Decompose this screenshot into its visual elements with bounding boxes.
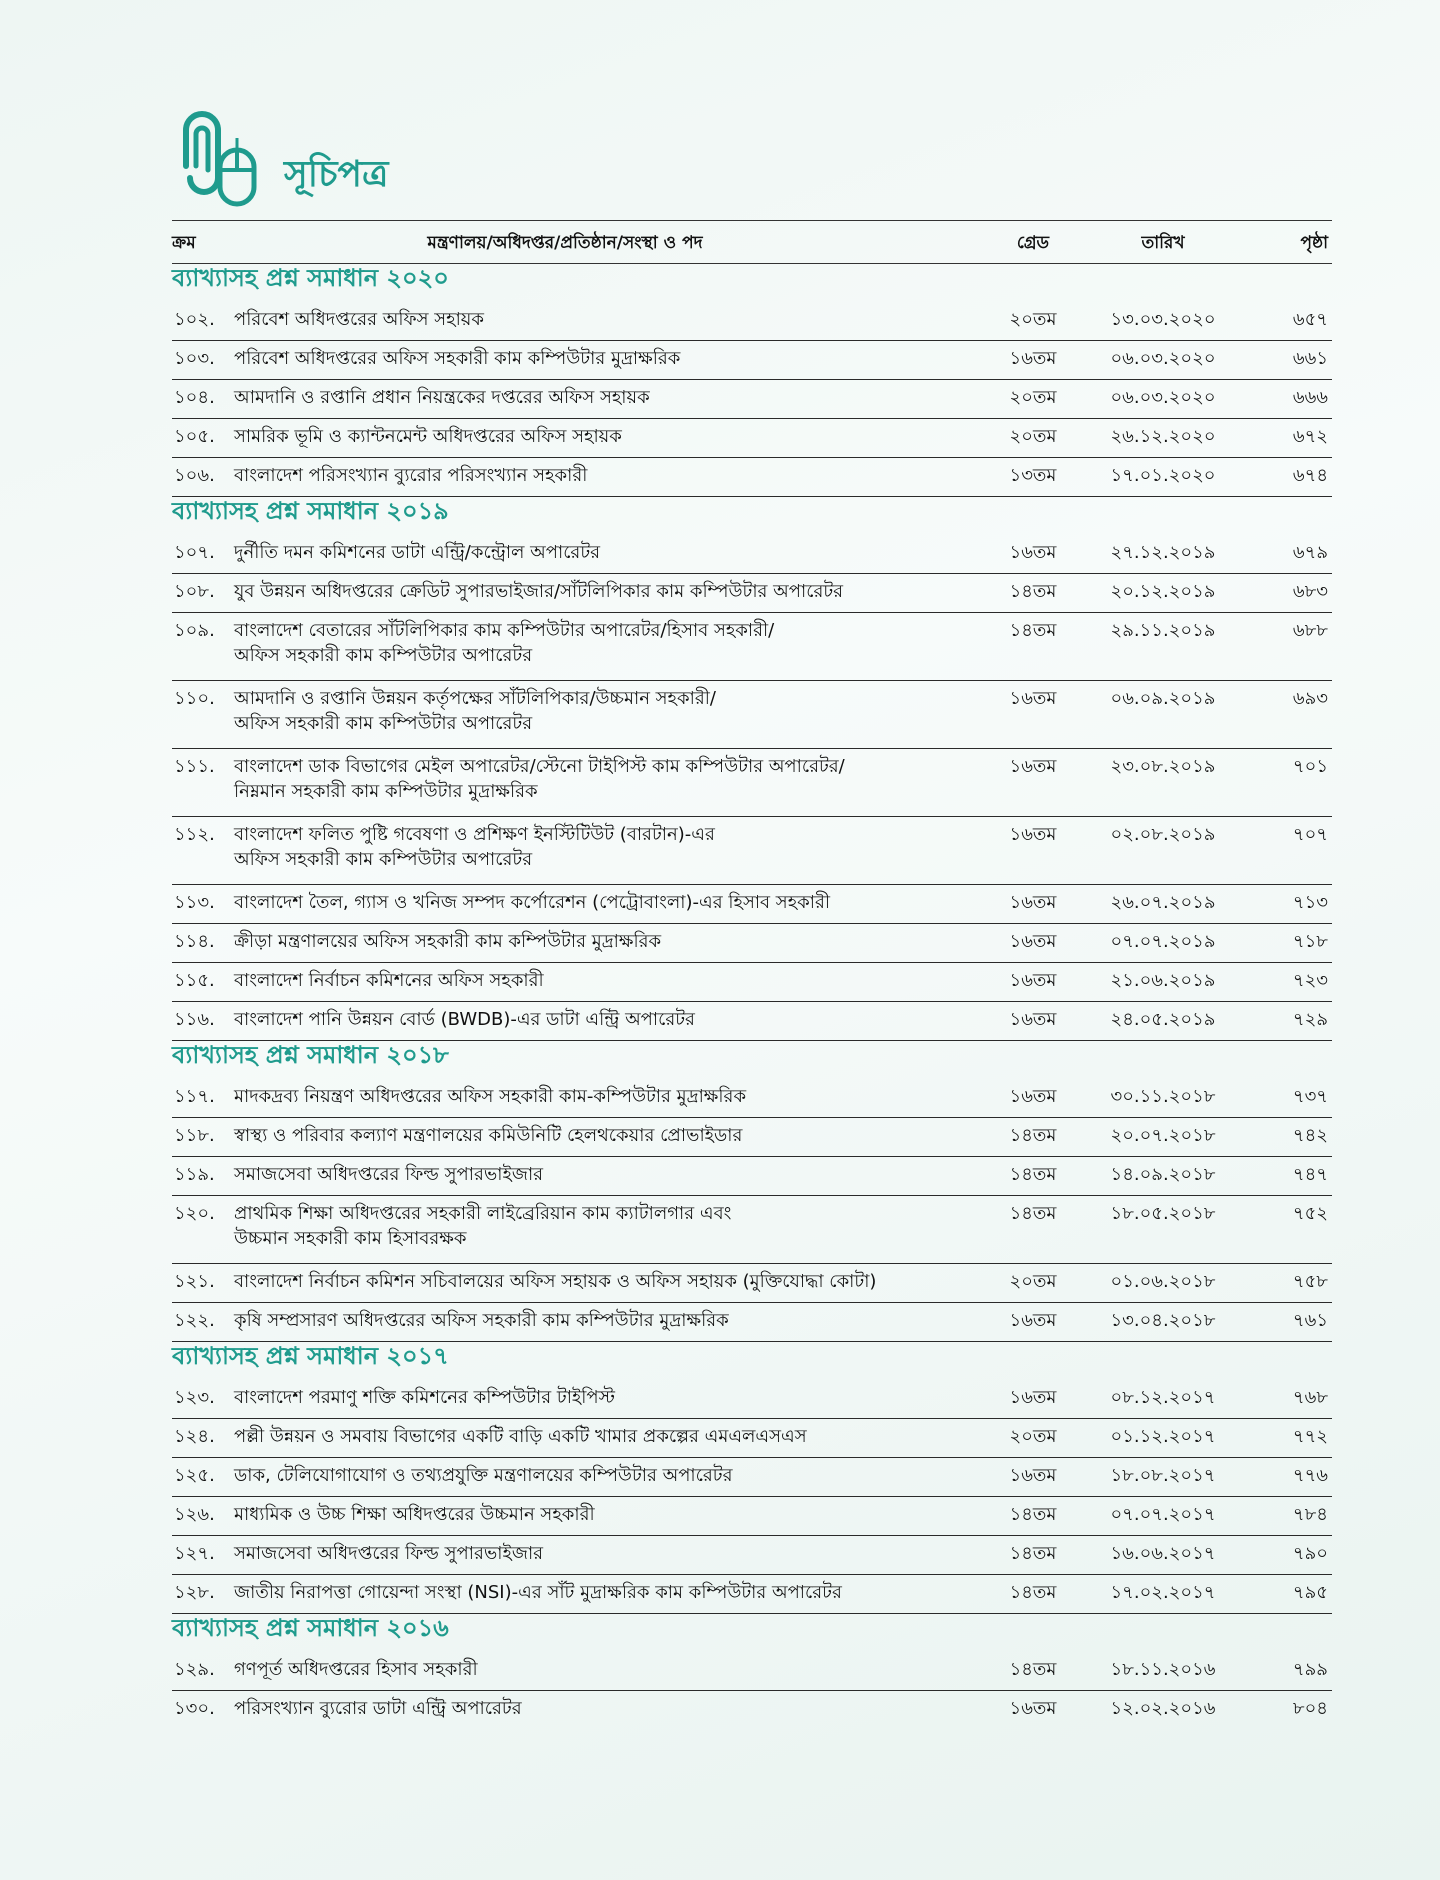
entry-page: ৭২৩ bbox=[1292, 970, 1328, 991]
entry-grade: ১৬তম bbox=[1009, 1465, 1057, 1486]
entry-grade: ১৪তম bbox=[1009, 1659, 1057, 1680]
entry-cell bbox=[172, 1308, 992, 1339]
entry-name bbox=[234, 1385, 992, 1416]
entry-date: ১৬.০৬.২০১৭ bbox=[1110, 1543, 1216, 1564]
entry-name-line: পল্লী উন্নয়ন ও সমবায় বিভাগের একটি বাড়ি একটি খামার প্রকল্পের এমএলএসএস bbox=[234, 1426, 807, 1447]
table-row bbox=[172, 1691, 1332, 1730]
entry-cell bbox=[172, 385, 992, 416]
entry-serial: ১২২. bbox=[174, 1310, 215, 1331]
entry-grade: ১৪তম bbox=[1009, 1125, 1057, 1146]
entry-cell bbox=[172, 686, 992, 746]
entry-date: ২৩.০৮.২০১৯ bbox=[1110, 756, 1216, 777]
entry-cell bbox=[172, 346, 992, 377]
entry-page: ৭২৯ bbox=[1292, 1009, 1328, 1030]
entry-date: ০৬.০৯.২০১৯ bbox=[1110, 688, 1216, 709]
entry-serial: ১০৩. bbox=[174, 348, 215, 369]
entry-cell bbox=[172, 1696, 992, 1728]
entry-page: ৭৭২ bbox=[1292, 1426, 1328, 1447]
entry-page: ৭৮৪ bbox=[1292, 1504, 1328, 1525]
entry-date: ১৪.০৯.২০১৮ bbox=[1110, 1164, 1216, 1185]
entry-grade: ১৪তম bbox=[1009, 1164, 1057, 1185]
entry-grade: ২০তম bbox=[1009, 1426, 1057, 1447]
table-row bbox=[172, 1458, 1332, 1497]
table-row bbox=[172, 885, 1332, 924]
entry-cell bbox=[172, 1084, 992, 1115]
entry-name-line: বাংলাদেশ পরমাণু শক্তি কমিশনের কম্পিউটার টাইপিস্ট bbox=[234, 1387, 615, 1408]
entry-name-line: পরিবেশ অধিদপ্তরের অফিস সহায়ক bbox=[234, 309, 484, 330]
entry-page: ৭৬১ bbox=[1292, 1310, 1328, 1331]
entry-grade: ১৪তম bbox=[1009, 1582, 1057, 1603]
entry-serial: ১২৭. bbox=[174, 1543, 215, 1564]
table-body bbox=[172, 264, 1332, 1730]
entry-date: ২৪.০৫.২০১৯ bbox=[1110, 1009, 1216, 1030]
entry-serial: ১২৪. bbox=[174, 1426, 215, 1447]
table-row bbox=[172, 1575, 1332, 1614]
entry-serial: ১১৫. bbox=[174, 970, 215, 991]
paperclip-mouse-icon bbox=[172, 108, 276, 216]
entry-name bbox=[234, 1463, 992, 1494]
entry-name-line: বাংলাদেশ নির্বাচন কমিশন সচিবালয়ের অফিস সহায়ক ও অফিস সহায়ক (মুক্তিযোদ্ধা কোটা) bbox=[234, 1271, 877, 1292]
entry-date: ২০.০৭.২০১৮ bbox=[1110, 1125, 1216, 1146]
table-row bbox=[172, 1079, 1332, 1118]
entry-grade: ১৩তম bbox=[1009, 465, 1057, 486]
entry-page: ৬৭৪ bbox=[1292, 465, 1328, 486]
entry-date: ২৯.১১.২০১৯ bbox=[1110, 620, 1216, 641]
entry-serial: ১১৭. bbox=[174, 1086, 215, 1107]
entry-cell bbox=[172, 1502, 992, 1533]
entry-date: ১৮.১১.২০১৬ bbox=[1110, 1659, 1216, 1680]
entry-cell bbox=[172, 822, 992, 882]
table-row bbox=[172, 924, 1332, 963]
entry-name bbox=[234, 1424, 992, 1455]
entry-cell bbox=[172, 579, 992, 610]
entry-page: ৬৮৩ bbox=[1292, 581, 1328, 602]
entry-grade: ১৬তম bbox=[1009, 970, 1057, 991]
entry-name bbox=[234, 686, 992, 746]
entry-cell bbox=[172, 307, 992, 338]
section-heading: ব্যাখ্যাসহ প্রশ্ন সমাধান ২০১৭ bbox=[172, 1341, 449, 1370]
entry-date: ১৮.০৫.২০১৮ bbox=[1110, 1203, 1216, 1224]
entry-page: ৭৯৯ bbox=[1292, 1659, 1328, 1680]
entry-grade: ১৬তম bbox=[1009, 688, 1057, 709]
entry-name-line: যুব উন্নয়ন অধিদপ্তরের ক্রেডিট সুপারভাইজার/সাঁটলিপিকার কাম কম্পিউটার অপারেটর bbox=[234, 581, 844, 602]
entry-serial: ১২৬. bbox=[174, 1504, 215, 1525]
entry-page: ৬৮৮ bbox=[1292, 620, 1328, 641]
entry-date: ০৭.০৭.২০১৭ bbox=[1110, 1504, 1216, 1525]
entry-grade: ১৪তম bbox=[1009, 1543, 1057, 1564]
table-row bbox=[172, 1303, 1332, 1342]
entry-name bbox=[234, 1657, 992, 1688]
table-row bbox=[172, 1157, 1332, 1196]
entry-serial: ১২৮. bbox=[174, 1582, 215, 1603]
entry-name-line: সমাজসেবা অধিদপ্তরের ফিল্ড সুপারভাইজার bbox=[234, 1164, 544, 1185]
entry-name-line: পরিবেশ অধিদপ্তরের অফিস সহকারী কাম কম্পিউটার মুদ্রাক্ষরিক bbox=[234, 348, 681, 369]
entry-date: ০২.০৮.২০১৯ bbox=[1110, 824, 1216, 845]
entry-name-line: বাংলাদেশ তৈল, গ্যাস ও খনিজ সম্পদ কর্পোরেশন (পেট্রোবাংলা)-এর হিসাব সহকারী bbox=[234, 892, 831, 913]
table-row bbox=[172, 574, 1332, 613]
entry-grade: ২০তম bbox=[1009, 1271, 1057, 1292]
entry-page: ৭১৮ bbox=[1292, 931, 1328, 952]
section-heading: ব্যাখ্যাসহ প্রশ্ন সমাধান ২০২০ bbox=[172, 263, 449, 292]
entry-page: ৮০৪ bbox=[1292, 1698, 1328, 1719]
entry-serial: ১১০. bbox=[174, 688, 215, 709]
entry-name bbox=[234, 618, 992, 678]
entry-name-line: আমদানি ও রপ্তানি প্রধান নিয়ন্ত্রকের দপ্তরের অফিস সহায়ক bbox=[234, 387, 650, 408]
entry-date: ০১.০৬.২০১৮ bbox=[1110, 1271, 1216, 1292]
entry-page: ৭০৭ bbox=[1292, 824, 1328, 845]
entry-name-line: জাতীয় নিরাপত্তা গোয়েন্দা সংস্থা (NSI)-এর সাঁট মুদ্রাক্ষরিক কাম কম্পিউটার অপারেটর bbox=[234, 1582, 842, 1603]
entry-name bbox=[234, 1084, 992, 1115]
entry-date: ২১.০৬.২০১৯ bbox=[1110, 970, 1216, 991]
entry-cell bbox=[172, 1580, 992, 1611]
entry-name bbox=[234, 1502, 992, 1533]
entry-name-line: অফিস সহকারী কাম কম্পিউটার অপারেটর bbox=[234, 713, 533, 734]
entry-serial: ১১১. bbox=[174, 756, 215, 777]
entry-grade: ১৬তম bbox=[1009, 1310, 1057, 1331]
entry-name bbox=[234, 929, 992, 960]
entry-name-line: বাংলাদেশ ডাক বিভাগের মেইল অপারেটর/স্টেনো টাইপিস্ট কাম কম্পিউটার অপারেটর/ bbox=[234, 756, 845, 777]
entry-grade: ১৬তম bbox=[1009, 542, 1057, 563]
entry-date: ১৩.০৪.২০১৮ bbox=[1110, 1310, 1216, 1331]
table-row bbox=[172, 749, 1332, 817]
table-row bbox=[172, 1497, 1332, 1536]
entry-cell bbox=[172, 929, 992, 960]
entry-page: ৭৯০ bbox=[1292, 1543, 1328, 1564]
entry-name bbox=[234, 307, 992, 338]
entry-date: ১২.০২.২০১৬ bbox=[1110, 1698, 1216, 1719]
entry-serial: ১১৩. bbox=[174, 892, 215, 913]
entry-name bbox=[234, 540, 992, 571]
table-row bbox=[172, 1196, 1332, 1264]
entry-date: ০৬.০৩.২০২০ bbox=[1110, 387, 1216, 408]
entry-serial: ১২৫. bbox=[174, 1465, 215, 1486]
entry-date: ২০.১২.২০১৯ bbox=[1110, 581, 1216, 602]
table-row bbox=[172, 1380, 1332, 1419]
entry-name-line: নিম্নমান সহকারী কাম কম্পিউটার মুদ্রাক্ষরিক bbox=[234, 781, 538, 802]
table-row bbox=[172, 535, 1332, 574]
entry-name-line: দুর্নীতি দমন কমিশনের ডাটা এন্ট্রি/কন্ট্রোল অপারেটর bbox=[234, 542, 601, 563]
entry-date: ২৬.০৭.২০১৯ bbox=[1110, 892, 1216, 913]
entry-name-line: সামরিক ভূমি ও ক্যান্টনমেন্ট অধিদপ্তরের অফিস সহায়ক bbox=[234, 426, 622, 447]
header-date: তারিখ bbox=[1141, 233, 1185, 253]
entry-grade: ১৪তম bbox=[1009, 581, 1057, 602]
entry-cell bbox=[172, 463, 992, 494]
entry-name-line: ডাক, টেলিযোগাযোগ ও তথ্যপ্রযুক্তি মন্ত্রণালয়ের কম্পিউটার অপারেটর bbox=[234, 1465, 733, 1486]
entry-grade: ১৬তম bbox=[1009, 1387, 1057, 1408]
entry-page: ৬৭৯ bbox=[1292, 542, 1328, 563]
entry-name bbox=[234, 424, 992, 455]
entry-cell bbox=[172, 1657, 992, 1688]
entry-serial: ১২১. bbox=[174, 1271, 215, 1292]
table-row bbox=[172, 1652, 1332, 1691]
table-row bbox=[172, 380, 1332, 419]
entry-page: ৬৫৭ bbox=[1292, 309, 1328, 330]
entry-cell bbox=[172, 1424, 992, 1455]
entry-name-line: ক্রীড়া মন্ত্রণালয়ের অফিস সহকারী কাম কম্পিউটার মুদ্রাক্ষরিক bbox=[234, 931, 662, 952]
toc-page bbox=[172, 108, 1332, 1730]
entry-name-line: বাংলাদেশ নির্বাচন কমিশনের অফিস সহকারী bbox=[234, 970, 544, 991]
table-row bbox=[172, 963, 1332, 1002]
entry-serial: ১০৮. bbox=[174, 581, 215, 602]
entry-cell bbox=[172, 1123, 992, 1154]
entry-serial: ১২০. bbox=[174, 1203, 215, 1224]
entry-grade: ১৬তম bbox=[1009, 892, 1057, 913]
entry-name-line: বাংলাদেশ পরিসংখ্যান ব্যুরোর পরিসংখ্যান সহকারী bbox=[234, 465, 588, 486]
entry-date: ০১.১২.২০১৭ bbox=[1110, 1426, 1216, 1447]
table-row bbox=[172, 1264, 1332, 1303]
entry-serial: ১০২. bbox=[174, 309, 215, 330]
entry-grade: ১৬তম bbox=[1009, 1009, 1057, 1030]
entry-name bbox=[234, 1580, 992, 1611]
entry-grade: ২০তম bbox=[1009, 387, 1057, 408]
entry-page: ৭৫২ bbox=[1292, 1203, 1328, 1224]
entry-cell bbox=[172, 540, 992, 571]
entry-name-line: আমদানি ও রপ্তানি উন্নয়ন কর্তৃপক্ষের সাঁটলিপিকার/উচ্চমান সহকারী/ bbox=[234, 688, 716, 709]
entry-name bbox=[234, 385, 992, 416]
entry-serial: ১০৭. bbox=[174, 542, 215, 563]
entry-page: ৬৬৬ bbox=[1292, 387, 1328, 408]
entry-date: ০৬.০৩.২০২০ bbox=[1110, 348, 1216, 369]
entry-grade: ১৬তম bbox=[1009, 1086, 1057, 1107]
entry-name bbox=[234, 890, 992, 921]
entry-name bbox=[234, 1007, 992, 1038]
entry-name-line: অফিস সহকারী কাম কম্পিউটার অপারেটর bbox=[234, 849, 533, 870]
entry-page: ৬৭২ bbox=[1292, 426, 1328, 447]
entry-name-line: মাধ্যমিক ও উচ্চ শিক্ষা অধিদপ্তরের উচ্চমান সহকারী bbox=[234, 1504, 595, 1525]
entry-date: ০৭.০৭.২০১৯ bbox=[1110, 931, 1216, 952]
table-row bbox=[172, 1118, 1332, 1157]
entry-name bbox=[234, 1696, 992, 1728]
table-row bbox=[172, 1536, 1332, 1575]
entry-grade: ২০তম bbox=[1009, 426, 1057, 447]
entry-name bbox=[234, 1308, 992, 1339]
entry-name-line: উচ্চমান সহকারী কাম হিসাবরক্ষক bbox=[234, 1228, 467, 1249]
entry-cell bbox=[172, 618, 992, 678]
entry-serial: ১১২. bbox=[174, 824, 215, 845]
entry-name-line: স্বাস্থ্য ও পরিবার কল্যাণ মন্ত্রণালয়ের কমিউনিটি হেলথকেয়ার প্রোভাইডার bbox=[234, 1125, 743, 1146]
entry-name bbox=[234, 579, 992, 610]
entry-name-line: কৃষি সম্প্রসারণ অধিদপ্তরের অফিস সহকারী কাম কম্পিউটার মুদ্রাক্ষরিক bbox=[234, 1310, 729, 1331]
entry-grade: ১৬তম bbox=[1009, 824, 1057, 845]
entry-date: ১৮.০৮.২০১৭ bbox=[1110, 1465, 1216, 1486]
entry-name bbox=[234, 1269, 992, 1300]
entry-date: ১৭.০২.২০১৭ bbox=[1110, 1582, 1216, 1603]
entry-grade: ১৬তম bbox=[1009, 348, 1057, 369]
entry-name-line: বাংলাদেশ ফলিত পুষ্টি গবেষণা ও প্রশিক্ষণ ইনস্টিটিউট (বারটান)-এর bbox=[234, 824, 715, 845]
entry-cell bbox=[172, 424, 992, 455]
entry-serial: ১২৩. bbox=[174, 1387, 215, 1408]
entry-serial: ১১৮. bbox=[174, 1125, 215, 1146]
entry-date: ২৭.১২.২০১৯ bbox=[1110, 542, 1216, 563]
entry-name bbox=[234, 1123, 992, 1154]
entry-name bbox=[234, 346, 992, 377]
entry-cell bbox=[172, 1201, 992, 1261]
page-title: সূচিপত্র bbox=[284, 153, 389, 195]
entry-serial: ১১৪. bbox=[174, 931, 215, 952]
entry-grade: ১৬তম bbox=[1009, 756, 1057, 777]
entry-date: ১৭.০১.২০২০ bbox=[1110, 465, 1216, 486]
entry-grade: ২০তম bbox=[1009, 309, 1057, 330]
entry-name-line: পরিসংখ্যান ব্যুরোর ডাটা এন্ট্রি অপারেটর bbox=[234, 1698, 522, 1719]
table-row bbox=[172, 419, 1332, 458]
entry-name bbox=[234, 1162, 992, 1193]
entry-serial: ১০৯. bbox=[174, 620, 215, 641]
entry-page: ৭৩৭ bbox=[1292, 1086, 1328, 1107]
entry-cell bbox=[172, 1541, 992, 1572]
entry-cell bbox=[172, 1007, 992, 1038]
table-row bbox=[172, 341, 1332, 380]
entry-grade: ১৪তম bbox=[1009, 1203, 1057, 1224]
entry-page: ৭১৩ bbox=[1292, 892, 1328, 913]
table-row bbox=[172, 1419, 1332, 1458]
entry-cell bbox=[172, 1385, 992, 1416]
header-serial: ক্রম bbox=[172, 233, 196, 253]
entry-name bbox=[234, 463, 992, 494]
entry-grade: ১৪তম bbox=[1009, 1504, 1057, 1525]
entry-serial: ১১৬. bbox=[174, 1009, 215, 1030]
entry-name-line: গণপূর্ত অধিদপ্তরের হিসাব সহকারী bbox=[234, 1659, 478, 1680]
header-title: মন্ত্রণালয়/অধিদপ্তর/প্রতিষ্ঠান/সংস্থা ও পদ bbox=[427, 233, 703, 253]
entry-name bbox=[234, 822, 992, 882]
table-row bbox=[172, 681, 1332, 749]
table-row bbox=[172, 817, 1332, 885]
entry-grade: ১৪তম bbox=[1009, 620, 1057, 641]
entry-page: ৭৫৮ bbox=[1292, 1271, 1328, 1292]
entry-page: ৭৪৭ bbox=[1292, 1164, 1328, 1185]
entry-page: ৬৬১ bbox=[1292, 348, 1328, 369]
entry-cell bbox=[172, 1162, 992, 1193]
table-row bbox=[172, 302, 1332, 341]
entry-name-line: মাদকদ্রব্য নিয়ন্ত্রণ অধিদপ্তরের অফিস সহকারী কাম-কম্পিউটার মুদ্রাক্ষরিক bbox=[234, 1086, 747, 1107]
entry-name-line: অফিস সহকারী কাম কম্পিউটার অপারেটর bbox=[234, 645, 533, 666]
entry-cell bbox=[172, 1269, 992, 1300]
entry-page: ৭৭৬ bbox=[1292, 1465, 1328, 1486]
entry-cell bbox=[172, 1463, 992, 1494]
entry-cell bbox=[172, 968, 992, 999]
entry-serial: ১০৪. bbox=[174, 387, 215, 408]
entry-name bbox=[234, 1201, 992, 1261]
entry-name-line: বাংলাদেশ বেতারের সাঁটলিপিকার কাম কম্পিউটার অপারেটর/হিসাব সহকারী/ bbox=[234, 620, 775, 641]
entry-page: ৭০১ bbox=[1292, 756, 1328, 777]
section-heading: ব্যাখ্যাসহ প্রশ্ন সমাধান ২০১৯ bbox=[172, 496, 449, 525]
entry-page: ৬৯৩ bbox=[1292, 688, 1328, 709]
section-heading: ব্যাখ্যাসহ প্রশ্ন সমাধান ২০১৮ bbox=[172, 1040, 449, 1069]
header-page: পৃষ্ঠা bbox=[1300, 233, 1328, 253]
table-row bbox=[172, 1002, 1332, 1041]
section-heading: ব্যাখ্যাসহ প্রশ্ন সমাধান ২০১৬ bbox=[172, 1613, 449, 1642]
toc-table bbox=[172, 220, 1332, 1730]
entry-grade: ১৬তম bbox=[1009, 1698, 1057, 1719]
entry-serial: ১৩০. bbox=[174, 1698, 215, 1719]
header-grade: গ্রেড bbox=[1016, 233, 1050, 253]
entry-name-line: সমাজসেবা অধিদপ্তরের ফিল্ড সুপারভাইজার bbox=[234, 1543, 544, 1564]
entry-name bbox=[234, 968, 992, 999]
title-row bbox=[172, 108, 1332, 216]
entry-serial: ১০৬. bbox=[174, 465, 215, 486]
entry-serial: ১২৯. bbox=[174, 1659, 215, 1680]
table-header bbox=[172, 220, 1332, 264]
entry-grade: ১৬তম bbox=[1009, 931, 1057, 952]
table-row bbox=[172, 613, 1332, 681]
entry-date: ০৮.১২.২০১৭ bbox=[1110, 1387, 1216, 1408]
entry-cell bbox=[172, 890, 992, 921]
entry-name bbox=[234, 754, 992, 814]
entry-name bbox=[234, 1541, 992, 1572]
entry-name-line: বাংলাদেশ পানি উন্নয়ন বোর্ড (BWDB)-এর ডাটা এন্ট্রি অপারেটর bbox=[234, 1009, 695, 1030]
entry-page: ৭৯৫ bbox=[1292, 1582, 1328, 1603]
table-row bbox=[172, 458, 1332, 497]
entry-date: ৩০.১১.২০১৮ bbox=[1110, 1086, 1216, 1107]
entry-page: ৭৬৮ bbox=[1292, 1387, 1328, 1408]
entry-date: ২৬.১২.২০২০ bbox=[1110, 426, 1216, 447]
entry-name-line: প্রাথমিক শিক্ষা অধিদপ্তরের সহকারী লাইব্রেরিয়ান কাম ক্যাটালগার এবং bbox=[234, 1203, 732, 1224]
entry-serial: ১১৯. bbox=[174, 1164, 215, 1185]
entry-serial: ১০৫. bbox=[174, 426, 215, 447]
entry-cell bbox=[172, 754, 992, 814]
entry-page: ৭৪২ bbox=[1292, 1125, 1328, 1146]
entry-date: ১৩.০৩.২০২০ bbox=[1110, 309, 1216, 330]
